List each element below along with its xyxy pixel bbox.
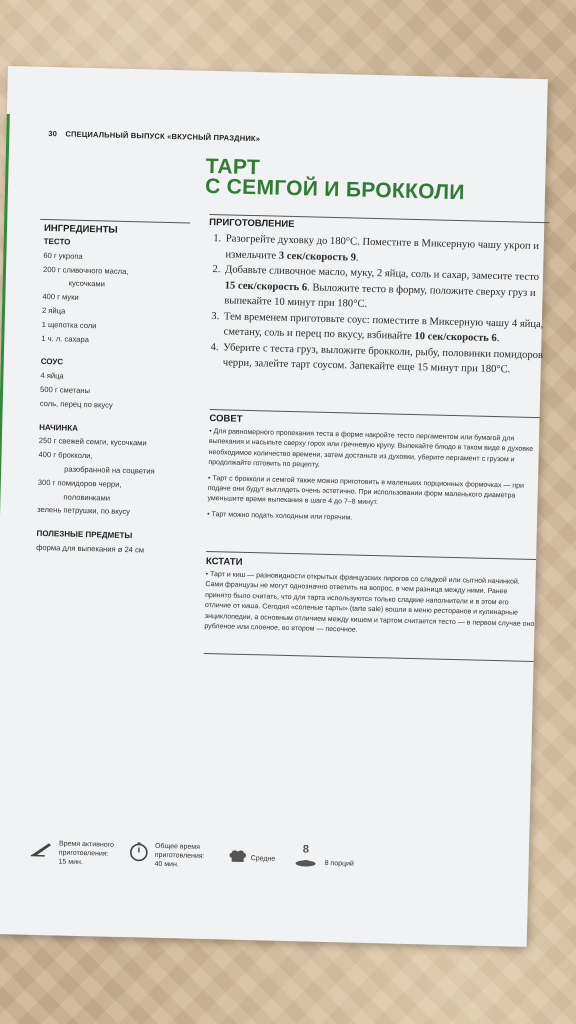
servings-label: 8 порций [324, 859, 354, 868]
ingredients-title: ИНГРЕДИЕНТЫ [43, 222, 118, 236]
recipe-title-line1: ТАРТ [205, 154, 261, 180]
active-time [30, 839, 129, 868]
total-time-value: 40 мин. [154, 860, 179, 869]
dough-title: ТЕСТО [43, 236, 71, 247]
timer-icon [129, 841, 149, 861]
total-time [128, 841, 225, 870]
by-the-way-title: КСТАТИ [205, 555, 243, 568]
ingredient-item: 200 г сливочного масла, [42, 264, 129, 276]
ingredient-item: половинками [63, 492, 111, 503]
ingredient-item: 1 щепотка соли [41, 319, 97, 331]
advice-item: • Тарт с брокколи и семгой также можно приготовить в маленьких порционных формочках — при подаче они будут выглядеть очень эстетично. При использовании форм маленького диаметра уменьшите время выпекания в шаге 4 до 7–8 минут. [207, 474, 525, 507]
ingredient-item: 1 ч. л. сахара [41, 333, 90, 344]
tools-title: ПОЛЕЗНЫЕ ПРЕДМЕТЫ [36, 528, 133, 541]
magazine-page [0, 66, 548, 947]
sauce-title: СОУС [40, 357, 64, 367]
preparation-step-4: 4. Уберите с теста груз, выложите брокколи, рыбу, половинки помидоров черри, залейте тарт соусом. Запекайте еще 15 минут при 180°С. [221, 340, 549, 379]
ingredient-item: 300 г помидоров черри, [37, 477, 122, 489]
recipe-title-line2: С СЕМГОЙ И БРОККОЛИ [204, 174, 465, 205]
ingredients-list [36, 235, 194, 558]
by-the-way-item: • Тарт и киш — разновидности открытых французских пирогов со сладкой или сытной начинкой. Сами французы не могут однозначно ответить на вопрос, в чем разница между ними. Ранее принято было считать, что для тарта используются только сладкие наполнители и в этом его отличие от киша. Сегодня «соленые тарты» (tarte sale) вошли в меню ресторанов и кулинарные энциклопедии, а основным отличием между кишем и тартом считается тесто — в первом случае оно рубленое или слоеное, во втором — песочное. [204, 570, 535, 634]
active-time-label: Время активного приготовления: [58, 840, 115, 858]
preparation-step-3: 3. Тем временем приготовьте соус: поместите в Миксерную чашу 4 яйца, сметану, соль и перец по вкусу, взбивайте 10 сек/скорость 6. [221, 309, 549, 348]
advice-title: СОВЕТ [209, 413, 243, 425]
tool-item: форма для выпекания ø 24 см [36, 542, 145, 555]
ingredient-item: 4 яйца [40, 371, 64, 381]
advice-item: • Тарт можно подать холодным или горячим. [207, 510, 353, 522]
filling-title: НАЧИНКА [39, 422, 79, 433]
plate-icon [295, 858, 317, 867]
servings-number: 8 [302, 843, 310, 856]
by-the-way-box [204, 556, 536, 645]
ingredient-item: разобранной на соцветия [64, 464, 155, 476]
by-the-way-bottom-divider [204, 653, 534, 662]
issue-title: СПЕЦИАЛЬНЫЙ ВЫПУСК «ВКУСНЫЙ ПРАЗДНИК» [65, 129, 261, 144]
recipe-title [204, 154, 466, 205]
page-header [48, 129, 260, 143]
ingredient-item: 250 г свежей семги, кусочками [38, 436, 147, 448]
servings [295, 843, 354, 868]
knife-icon [31, 841, 53, 858]
ingredient-item: 2 яйца [41, 305, 66, 316]
difficulty [229, 854, 276, 864]
ingredient-item: 400 г муки [42, 292, 79, 302]
preparation-step-1: 1. Разогрейте духовку до 180°С. Поместите в Миксерную чашу укроп и измельчите 3 сек/скорость 9. [223, 231, 551, 270]
page-number: 30 [48, 129, 58, 139]
ingredient-item: 60 г укропа [43, 250, 83, 261]
ingredient-item: 400 г брокколи, [38, 450, 93, 461]
ingredient-item: 500 г сметаны [39, 384, 91, 396]
ingredient-item: кусочками [68, 278, 106, 289]
ingredient-item: соль, перец по вкусу [39, 398, 113, 410]
difficulty-label: Средне [250, 855, 276, 863]
ingredient-item: зелень петрушки, по вкусу [37, 505, 131, 517]
advice-box [207, 413, 540, 533]
chef-hat-icon [229, 850, 247, 864]
preparation-steps [208, 231, 551, 379]
total-time-label: Общее время приготовления: [154, 842, 205, 861]
advice-item: • Для равномерного пропекания теста в форме накройте тесто пергаментом или бумагой для выпекания и насыпьте сверху горох или гречневую крупу. Выпекайте блюдо в таком виде в духовке необходимое количество времени, затем достаньте из духовки, уберите пергамент с грузом и продолжайте готовить по рецепту. [208, 428, 534, 469]
active-time-value: 15 мин. [58, 858, 83, 867]
preparation-step-2: 2. Добавьте сливочное масло, муку, 2 яйца, соль и сахар, замесите тесто 15 сек/скорость 6. Выложите тесто в форму, положите сверху груз и выпекайте 10 минут при 180°С. [222, 262, 550, 316]
preparation-title: ПРИГОТОВЛЕНИЕ [209, 216, 295, 231]
